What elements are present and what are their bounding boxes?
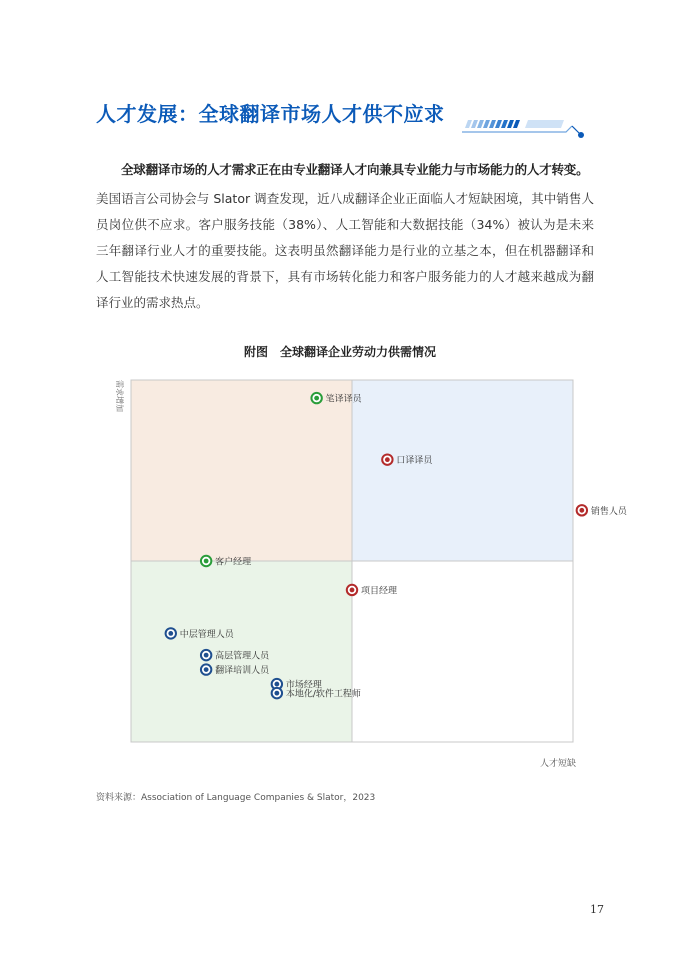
data-point-marker-core — [274, 682, 279, 687]
quadrant-top-left — [131, 380, 352, 561]
data-point-label: 客户经理 — [215, 557, 252, 568]
data-point-marker-core — [385, 457, 390, 462]
data-point-marker-core — [168, 631, 173, 636]
data-point-marker-core — [274, 691, 279, 696]
data-point-label: 中层管理人员 — [179, 629, 234, 640]
data-point-marker-core — [204, 653, 209, 658]
data-point-label: 翻译培训人员 — [215, 666, 270, 677]
section-title: 人才发展：全球翻译市场人才供不应求 — [96, 102, 445, 126]
figure-title: 附图 全球翻译企业劳动力供需情况 — [243, 345, 436, 359]
data-point-label: 销售人员 — [590, 506, 627, 517]
lead-paragraph: 全球翻译市场的人才需求正在由专业翻译人才向兼具专业能力与市场能力的人才转变。 — [121, 162, 589, 177]
x-axis-label: 人才短缺 — [539, 759, 576, 769]
data-point-label: 口译译员 — [396, 456, 433, 467]
quadrant-top-right — [352, 380, 573, 561]
data-point-label: 市场经理 — [285, 680, 322, 691]
data-point-marker-core — [204, 559, 209, 564]
data-point-label: 项目经理 — [361, 586, 398, 597]
data-point-label: 本地化/软件工程师 — [285, 689, 361, 700]
data-point-marker-core — [350, 588, 355, 593]
data-point-marker-core — [314, 396, 319, 401]
data-point-marker-core — [204, 667, 209, 672]
data-point-marker-core — [579, 508, 584, 513]
data-point-label: 高层管理人员 — [215, 651, 270, 662]
page-number: 17 — [590, 903, 604, 916]
data-point-label: 笔译译员 — [325, 394, 362, 405]
source-note: 资料来源：Association of Language Companies & Slator，2023 — [96, 793, 376, 803]
body-paragraph: 美国语言公司协会与 Slator 调查发现，近八成翻译企业正面临人才短缺困境，其中销售人员岗位供不应求。客户服务技能（38%）、人工智能和大数据技能（34%）被认为是未来三年翻译行业人才的重要技能。这表明虽然翻译能力是行业的立基之本，但在机器翻译和人工智能技术快速发展的背景下，具有市场转化能力和客户服务能力的人才越来越成为翻译行业的需求热点。 — [96, 191, 594, 310]
y-axis-label: 需求增加 — [115, 380, 124, 412]
